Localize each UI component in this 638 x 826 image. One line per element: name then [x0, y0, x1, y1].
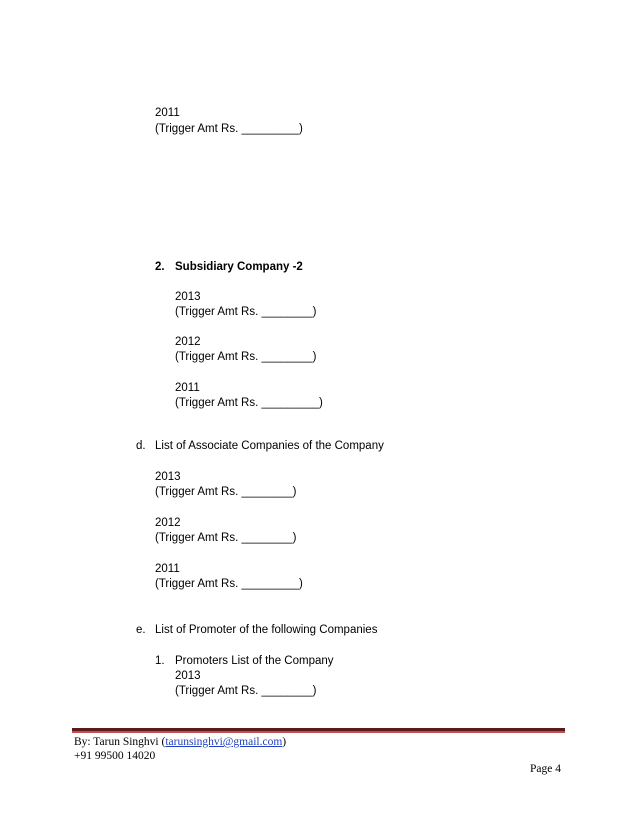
associate-trigger-2013: (Trigger Amt Rs. ________) — [155, 486, 297, 498]
promoters-item-number: 1. — [155, 655, 165, 667]
promoters-year-2013: 2013 — [175, 670, 201, 682]
subsidiary-2-year-2011: 2011 — [175, 382, 200, 394]
promoters-item-label: Promoters List of the Company — [175, 655, 334, 667]
footer-author — [74, 735, 286, 750]
footer-phone: +91 99500 14020 — [74, 750, 156, 762]
page-number: Page 4 — [530, 763, 561, 775]
subsidiary-2-trigger-2013: (Trigger Amt Rs. ________) — [175, 306, 317, 318]
subsidiary-2-year-2012: 2012 — [175, 336, 201, 348]
associate-year-2013: 2013 — [155, 471, 181, 483]
footer-author-suffix: ) — [282, 736, 287, 748]
footer-author-prefix: By: Tarun Singhvi ( — [74, 736, 166, 748]
section-e-marker: e. — [136, 624, 146, 636]
section-e-heading: List of Promoter of the following Companies — [155, 624, 378, 636]
section-d-heading: List of Associate Companies of the Company — [155, 440, 384, 452]
footer-email-link[interactable]: tarunsinghvi@gmail.com — [165, 736, 283, 748]
subsidiary-2-trigger-2012: (Trigger Amt Rs. ________) — [175, 351, 317, 363]
associate-trigger-2011: (Trigger Amt Rs. _________) — [155, 578, 303, 590]
subsidiary-2-number: 2. — [155, 261, 165, 273]
trigger-amount: (Trigger Amt Rs. _________) — [155, 123, 303, 135]
year-2011: 2011 — [155, 107, 180, 119]
promoters-trigger-2013: (Trigger Amt Rs. ________) — [175, 685, 317, 697]
associate-year-2011: 2011 — [155, 563, 180, 575]
subsidiary-2-trigger-2011: (Trigger Amt Rs. _________) — [175, 397, 323, 409]
associate-year-2012: 2012 — [155, 517, 181, 529]
subsidiary-2-heading: Subsidiary Company -2 — [175, 261, 303, 273]
footer-rule-red — [72, 731, 565, 733]
subsidiary-2-year-2013: 2013 — [175, 291, 201, 303]
associate-trigger-2012: (Trigger Amt Rs. ________) — [155, 532, 297, 544]
section-d-marker: d. — [136, 440, 146, 452]
